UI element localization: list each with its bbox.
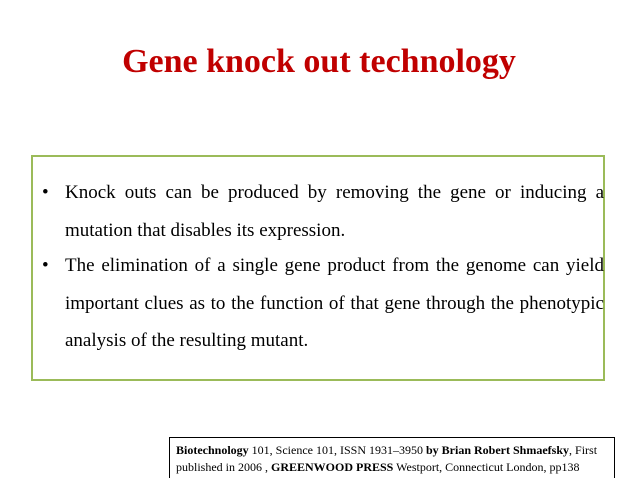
bullet-item: [42, 247, 604, 360]
slide-title: Gene knock out technology: [122, 43, 516, 80]
citation-book-title: Biotechnology: [176, 443, 249, 457]
content-box: [31, 155, 605, 381]
citation-author: by Brian Robert Shmaefsky: [426, 443, 570, 457]
bullet-item: [42, 174, 604, 249]
bullet-icon: •: [42, 182, 49, 203]
bullet-icon: •: [42, 255, 49, 276]
bullet-text: Knock outs can be produced by removing the gene or inducing a mutation that disables its expression.: [65, 182, 604, 241]
citation-box: [169, 437, 615, 478]
citation-series: 101, Science 101, ISSN 1931–3950: [248, 443, 426, 457]
citation-location: Westport, Connecticut London, pp138: [393, 459, 580, 474]
bullet-text: The elimination of a single gene product from the genome can yield important clues as to the function of that gene through the phenotypic analysis of the resulting mutant.: [65, 255, 604, 351]
bullet-list: [42, 174, 604, 360]
citation-publisher: GREENWOOD PRESS: [271, 459, 394, 474]
citation-edition: , First published in 2006 ,: [176, 443, 598, 474]
